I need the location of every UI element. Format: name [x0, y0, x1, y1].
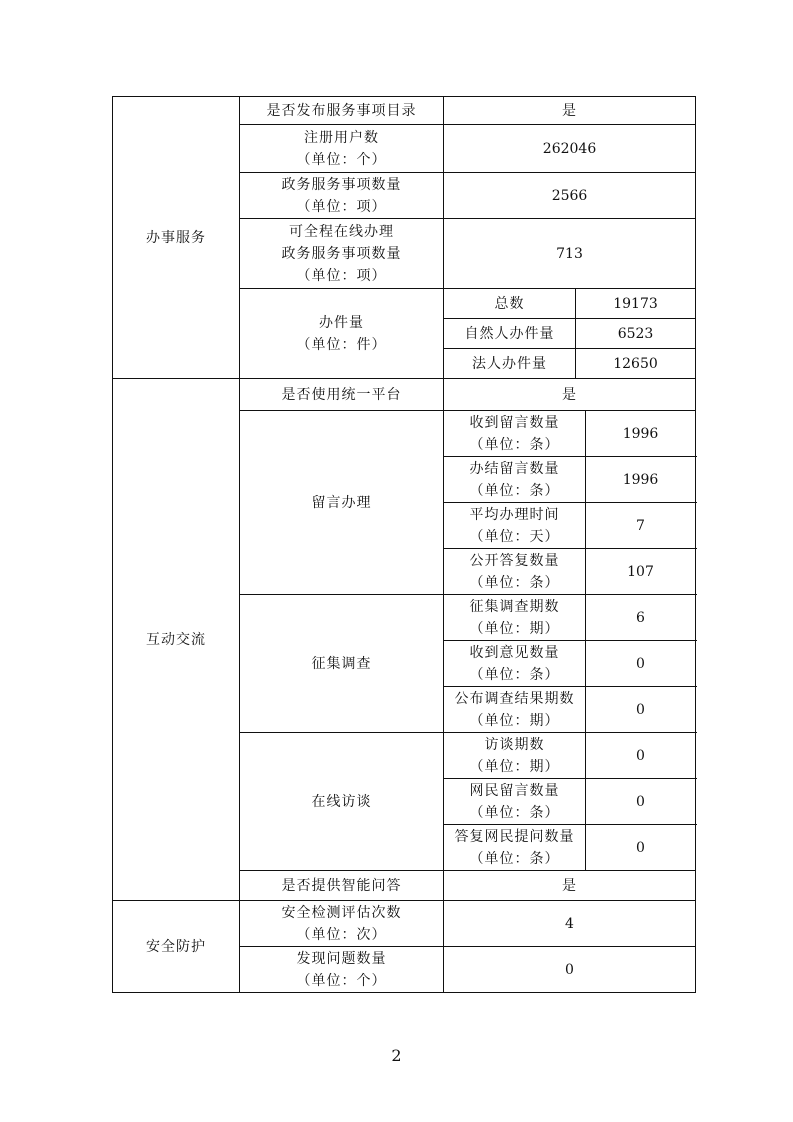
netizen-replies-value: 0 — [586, 825, 696, 871]
table-row — [113, 97, 696, 125]
survey-periods-value: 6 — [586, 595, 696, 641]
volume-natural-label: 自然人办件量 — [444, 319, 576, 349]
assessments-label: 安全检测评估次数 （单位：次） — [240, 901, 444, 947]
online-items-value: 713 — [444, 219, 696, 289]
messages-avg-time-label: 平均办理时间 （单位：天） — [444, 503, 586, 549]
survey-label: 征集调查 — [240, 595, 444, 733]
issues-value: 0 — [444, 947, 696, 993]
netizen-messages-label: 网民留言数量 （单位：条） — [444, 779, 586, 825]
survey-results-value: 0 — [586, 687, 696, 733]
survey-results-label: 公布调查结果期数 （单位：期） — [444, 687, 586, 733]
service-items-value: 2566 — [444, 173, 696, 219]
service-items-label: 政务服务事项数量 （单位：项） — [240, 173, 444, 219]
messages-received-value: 1996 — [586, 411, 696, 457]
messages-closed-value: 1996 — [586, 457, 696, 503]
online-items-label: 可全程在线办理 政务服务事项数量 （单位：项） — [240, 219, 444, 289]
interview-periods-value: 0 — [586, 733, 696, 779]
registered-users-value: 262046 — [444, 125, 696, 173]
catalog-published-value: 是 — [444, 97, 696, 125]
messages-label: 留言办理 — [240, 411, 444, 595]
messages-closed-label: 办结留言数量 （单位：条） — [444, 457, 586, 503]
survey-opinions-label: 收到意见数量 （单位：条） — [444, 641, 586, 687]
interview-label: 在线访谈 — [240, 733, 444, 871]
volume-total-value: 19173 — [576, 289, 696, 319]
smart-qa-value: 是 — [444, 871, 696, 901]
section-service: 办事服务 — [113, 97, 240, 379]
unified-platform-value: 是 — [444, 379, 696, 411]
messages-public-reply-label: 公开答复数量 （单位：条） — [444, 549, 586, 595]
table-row — [113, 901, 696, 947]
smart-qa-label: 是否提供智能问答 — [240, 871, 444, 901]
government-website-stats-table — [112, 96, 696, 993]
messages-received-label: 收到留言数量 （单位：条） — [444, 411, 586, 457]
interview-periods-label: 访谈期数 （单位：期） — [444, 733, 586, 779]
messages-avg-time-value: 7 — [586, 503, 696, 549]
registered-users-label: 注册用户数 （单位：个） — [240, 125, 444, 173]
netizen-messages-value: 0 — [586, 779, 696, 825]
catalog-published-label: 是否发布服务事项目录 — [240, 97, 444, 125]
issues-label: 发现问题数量 （单位：个） — [240, 947, 444, 993]
assessments-value: 4 — [444, 901, 696, 947]
section-interaction: 互动交流 — [113, 379, 240, 901]
messages-public-reply-value: 107 — [586, 549, 696, 595]
unified-platform-label: 是否使用统一平台 — [240, 379, 444, 411]
section-security: 安全防护 — [113, 901, 240, 993]
survey-opinions-value: 0 — [586, 641, 696, 687]
volume-legal-value: 12650 — [576, 349, 696, 379]
netizen-replies-label: 答复网民提问数量 （单位：条） — [444, 825, 586, 871]
table-row — [113, 379, 696, 411]
volume-total-label: 总数 — [444, 289, 576, 319]
volume-legal-label: 法人办件量 — [444, 349, 576, 379]
survey-periods-label: 征集调查期数 （单位：期） — [444, 595, 586, 641]
volume-label: 办件量 （单位：件） — [240, 289, 444, 379]
page-number: 2 — [391, 1046, 402, 1065]
volume-natural-value: 6523 — [576, 319, 696, 349]
